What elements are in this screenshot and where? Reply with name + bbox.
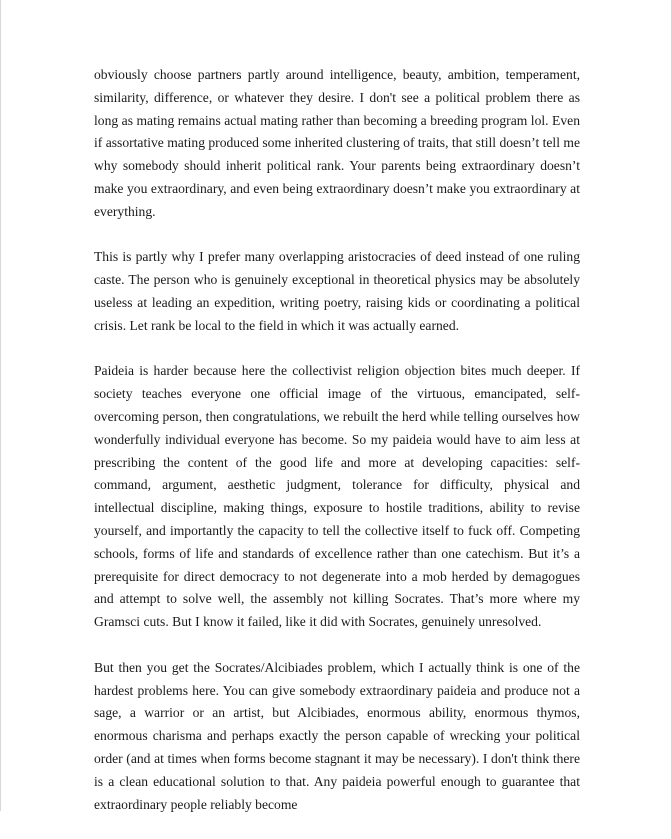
paragraph: obviously choose partners partly around intelligence, beauty, ambition, temperament, similarity, difference, or whatever they desire. I don't see a political problem there as long as mating remains actual mating rather than becoming a breeding program lol. Even if assortative mating produced some inherited clustering of traits, that still doesn’t tell me why somebody should inherit political rank. Your parents being extraordinary doesn’t make you extraordinary, and even being extraordinary doesn’t make you extraordinary at everything. xyxy=(94,67,580,219)
document-body xyxy=(94,64,580,839)
paragraph: But then you get the Socrates/Alcibiades problem, which I actually think is one of the hardest problems here. You can give somebody extraordinary paideia and produce not a sage, a warrior or an artist, but Alcibiades, enormous ability, enormous thymos, enormous charisma and perhaps exactly the person capable of wrecking your political order (and at times when forms become stagnant it may be necessary). I don't think there is a clean educational solution to that. Any paideia powerful enough to guarantee that extraordinary people reliably become xyxy=(94,659,580,812)
paragraph: This is partly why I prefer many overlapping aristocracies of deed instead of one ruling caste. The person who is genuinely exceptional in theoretical physics may be absolutely useless at leading an expedition, writing poetry, raising kids or coordinating a political crisis. Let rank be local to the field in which it was actually earned. xyxy=(94,249,580,333)
paragraph: Paideia is harder because here the collectivist religion objection bites much deeper. If society teaches everyone one official image of the virtuous, emancipated, self-overcoming person, then congratulations, we rebuilt the herd while telling ourselves how wonderfully individual everyone has become. So my paideia would have to aim less at prescribing the content of the good life and more at developing capacities: self-command, argument, aesthetic judgment, tolerance for difficulty, physical and intellectual discipline, making things, exposure to hostile traditions, ability to revise yourself, and importantly the capacity to tell the collective itself to fuck off. Competing schools, forms of life and standards of excellence rather than one catechism. But it’s a prerequisite for direct democracy to not degenerate into a mob herded by demagogues and attempt to solve well, the assembly not killing Socrates. That’s more where my Gramsci cuts. But I know it failed, like it did with Socrates, genuinely unresolved. xyxy=(94,363,580,630)
